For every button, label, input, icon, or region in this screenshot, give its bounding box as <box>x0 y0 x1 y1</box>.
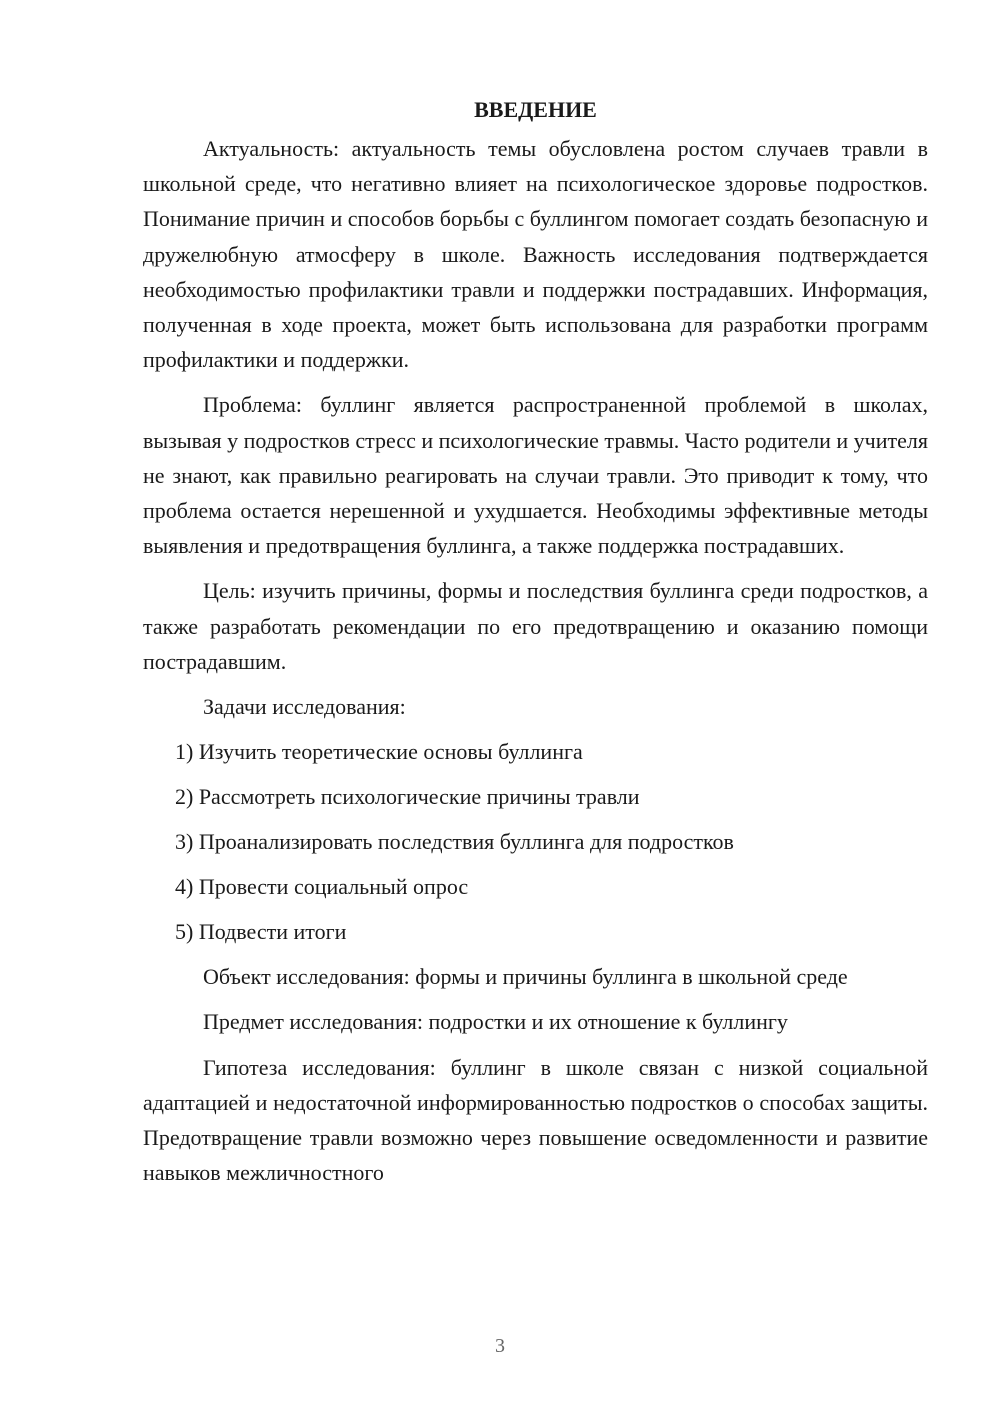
list-item: 2) Рассмотреть психологические причины травли <box>175 784 640 810</box>
list-item: 4) Провести социальный опрос <box>175 874 469 900</box>
paragraph-goal: Цель: изучить причины, формы и последствия буллинга среди подростков, а также разработать рекомендации по его предотвращению и оказанию помощи пострадавшим. <box>143 578 928 674</box>
paragraph-subject: Предмет исследования: подростки и их отношение к буллингу <box>203 1009 788 1035</box>
paragraph-relevance: Актуальность: актуальность темы обусловлена ростом случаев травли в школьной среде, что негативно влияет на психологическое здоровье подростков. Понимание причин и способов борьбы с буллингом помогает создать безопасную и дружелюбную атмосферу в школе. Важность исследования подтверждается необходимостью профилактики травли и поддержки пострадавших. Информация, полученная в ходе проекта, может быть использована для разработки программ профилактики и поддержки. <box>143 136 928 373</box>
list-item: 5) Подвести итоги <box>175 919 347 945</box>
paragraph-hypothesis: Гипотеза исследования: буллинг в школе связан с низкой социальной адаптацией и недостаточной информированностью подростков о способах защиты. Предотвращение травли возможно через повышение осведомленности и развитие навыков межличностного <box>143 1054 928 1186</box>
list-item: 1) Изучить теоретические основы буллинга <box>175 739 583 765</box>
tasks-title: Задачи исследования: <box>203 694 406 720</box>
paragraph-problem: Проблема: буллинг является распространенной проблемой в школах, вызывая у подростков стресс и психологические травмы. Часто родители и учителя не знают, как правильно реагировать на случаи травли. Это приводит к тому, что проблема остается нерешенной и ухудшается. Необходимы эффективные методы выявления и предотвращения буллинга, а также поддержка пострадавших. <box>143 392 928 559</box>
list-item: 3) Проанализировать последствия буллинга для подростков <box>175 829 734 855</box>
tasks-list <box>143 734 928 949</box>
page-number: 3 <box>495 1335 505 1357</box>
page-content <box>143 92 928 1200</box>
section-heading: ВВЕДЕНИЕ <box>474 97 597 122</box>
paragraph-object: Объект исследования: формы и причины буллинга в школьной среде <box>203 964 848 990</box>
